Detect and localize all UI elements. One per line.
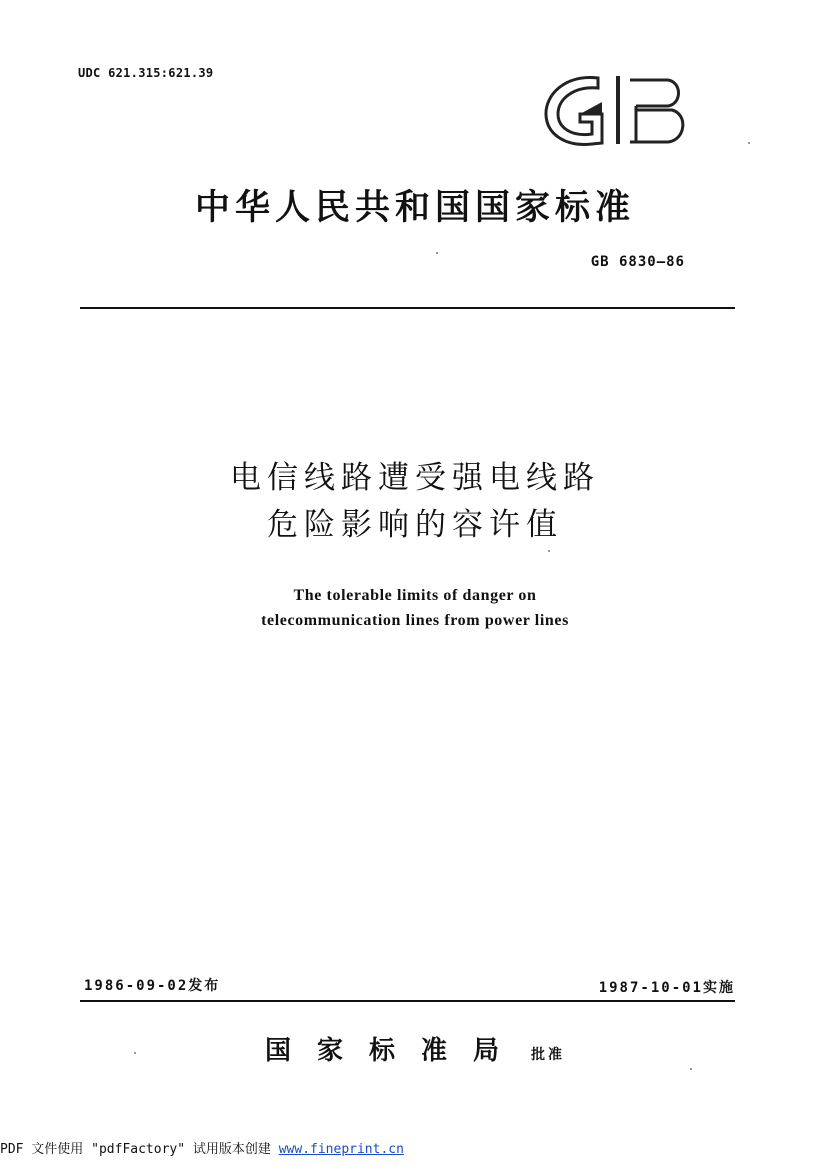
english-title-line2: telecommunication lines from power lines <box>261 612 569 629</box>
chinese-title-line1: 电信线路遭受强电线路 <box>230 460 600 496</box>
udc-code: UDC 621.315:621.39 <box>78 66 214 80</box>
header-divider <box>80 307 735 309</box>
scan-speck <box>134 1052 136 1054</box>
english-title <box>150 583 680 633</box>
pdf-factory-footer <box>0 1138 404 1157</box>
implementation-date: 1987-10-01实施 <box>598 980 735 996</box>
approval-line <box>180 1030 650 1067</box>
chinese-title-line2: 危险影响的容许值 <box>267 507 563 543</box>
scan-speck <box>436 252 438 254</box>
scan-speck <box>690 1068 692 1070</box>
fineprint-link[interactable]: www.fineprint.cn <box>278 1142 404 1157</box>
scan-speck <box>748 142 750 144</box>
english-title-line1: The tolerable limits of danger on <box>293 587 537 604</box>
national-standard-title: 中华人民共和国国家标准 <box>194 188 635 228</box>
issuing-authority: 国家标准局 <box>264 1036 525 1066</box>
footer-divider <box>80 1000 735 1002</box>
scan-speck <box>548 550 550 552</box>
issue-date: 1986-09-02发布 <box>84 978 221 994</box>
footer-text: PDF 文件使用 "pdfFactory" 试用版本创建 <box>0 1142 279 1157</box>
chinese-title <box>150 455 680 549</box>
standard-number: GB 6830—86 <box>590 254 685 270</box>
gb-logo <box>540 70 690 150</box>
approved-label: 批准 <box>531 1047 565 1063</box>
